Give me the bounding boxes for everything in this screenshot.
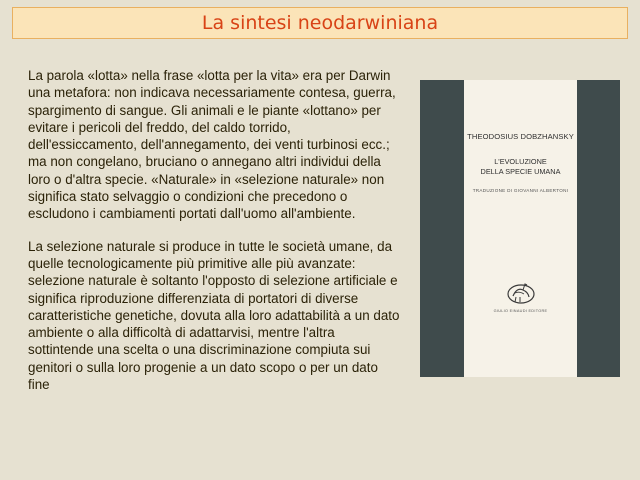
- book-cover-panel: [464, 80, 577, 377]
- title-bar: [12, 7, 628, 39]
- book-title: [464, 157, 577, 177]
- body-text: [28, 67, 400, 408]
- publisher-emblem-icon: [505, 281, 537, 305]
- book-author: THEODOSIUS DOBZHANSKY: [467, 132, 574, 141]
- book-title-line-1: L'EVOLUZIONE: [494, 157, 547, 166]
- book-title-line-2: DELLA SPECIE UMANA: [480, 167, 561, 176]
- paragraph-2: La selezione naturale si produce in tutte le società umane, da quelle tecnologicamente più primitive alle più avanzate: selezione naturale è soltanto l'opposto di selezione artificiale e significa riproduzione differenziata di portatori di diverse caratteristiche genetiche, dovuta alla loro adattabilità a un dato ambiente o alla difficoltà di adattarvisi, mentre l'altra sottintende una scelta o una discriminazione compiuta sui genitori o sulla loro progenie a un dato scopo o per un dato fine: [28, 238, 400, 393]
- paragraph-1: La parola «lotta» nella frase «lotta per la vita» era per Darwin una metafora: non indicava necessariamente contesa, guerra, spargimento di sangue. Gli animali e le piante «lottano» per evitare i pericoli del freddo, del caldo torrido, dell'essiccamento, dell'annegamento, dei venti turbinosi ecc.; ma non congelano, bruciano o annegano altri individui della loro o d'altra specie. «Naturale» in «selezione naturale» non significa stato selvaggio o condizioni che precedono o escludono i cambiamenti portati dall'uomo all'ambiente.: [28, 68, 396, 222]
- book-subtitle: TRADUZIONE DI GIOVANNI ALBERTONI: [472, 188, 569, 193]
- slide-title: La sintesi neodarwiniana: [201, 12, 439, 34]
- book-cover-image: [420, 80, 620, 377]
- book-publisher: GIULIO EINAUDI EDITORE: [493, 309, 548, 313]
